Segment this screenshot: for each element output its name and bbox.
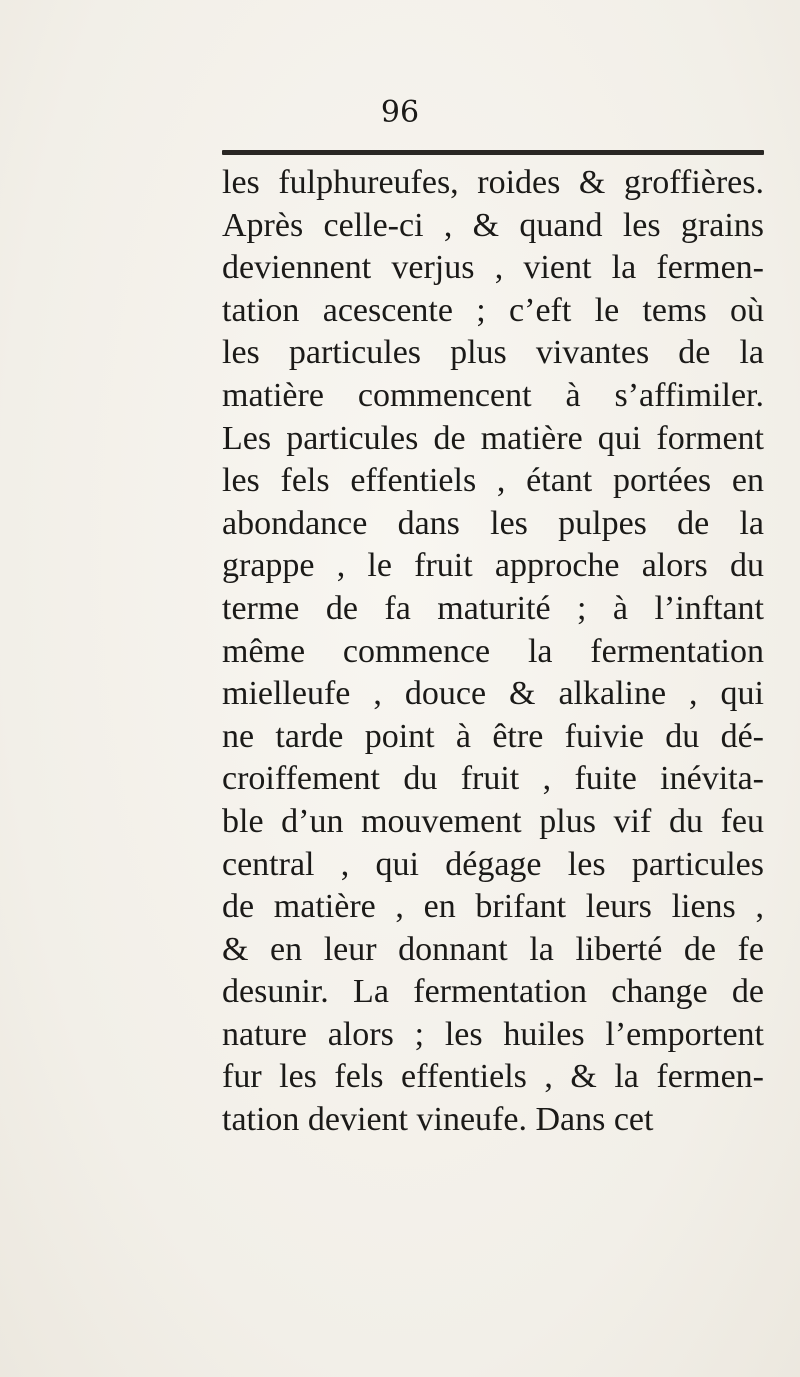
header-rule xyxy=(222,150,764,155)
text-line: tation devient vineufe. Dans cet xyxy=(222,1101,654,1139)
text-line: & en leur donnant la liberté de fe xyxy=(222,930,764,968)
text-line: Les particules de matière qui forment xyxy=(222,419,764,457)
text-line: les fulphureufes, roides & groffières. xyxy=(222,164,764,201)
text-line: fur les fels effentiels , & la fermen- xyxy=(222,1058,764,1096)
page-number: 96 xyxy=(380,95,420,130)
text-line: matière commencent à s’affimiler. xyxy=(222,376,764,414)
body-text xyxy=(222,162,764,1142)
text-line: mielleufe , douce & alkaline , qui xyxy=(222,675,764,713)
text-line: croiffement du fruit , fuite inévita- xyxy=(222,760,764,798)
text-line: terme de fa maturité ; à l’inftant xyxy=(222,589,764,627)
text-line: les fels effentiels , étant portées en xyxy=(222,462,764,500)
text-line: tation acescente ; c’eft le tems où xyxy=(222,291,764,329)
text-line: de matière , en brifant leurs liens , xyxy=(222,888,764,926)
text-line: abondance dans les pulpes de la xyxy=(222,504,764,542)
text-line: Après celle-ci , & quand les grains xyxy=(222,206,764,244)
text-line: desunir. La fermentation change de xyxy=(222,973,764,1011)
text-line: ne tarde point à être fuivie du dé- xyxy=(222,717,764,755)
text-line: même commence la fermentation xyxy=(222,632,764,670)
text-line: nature alors ; les huiles l’emportent xyxy=(222,1015,764,1053)
text-line: ble d’un mouvement plus vif du feu xyxy=(222,802,764,840)
text-line: les particules plus vivantes de la xyxy=(222,334,764,372)
text-line: central , qui dégage les particules xyxy=(222,845,764,883)
text-line: deviennent verjus , vient la fermen- xyxy=(222,249,764,287)
text-line: grappe , le fruit approche alors du xyxy=(222,547,764,585)
